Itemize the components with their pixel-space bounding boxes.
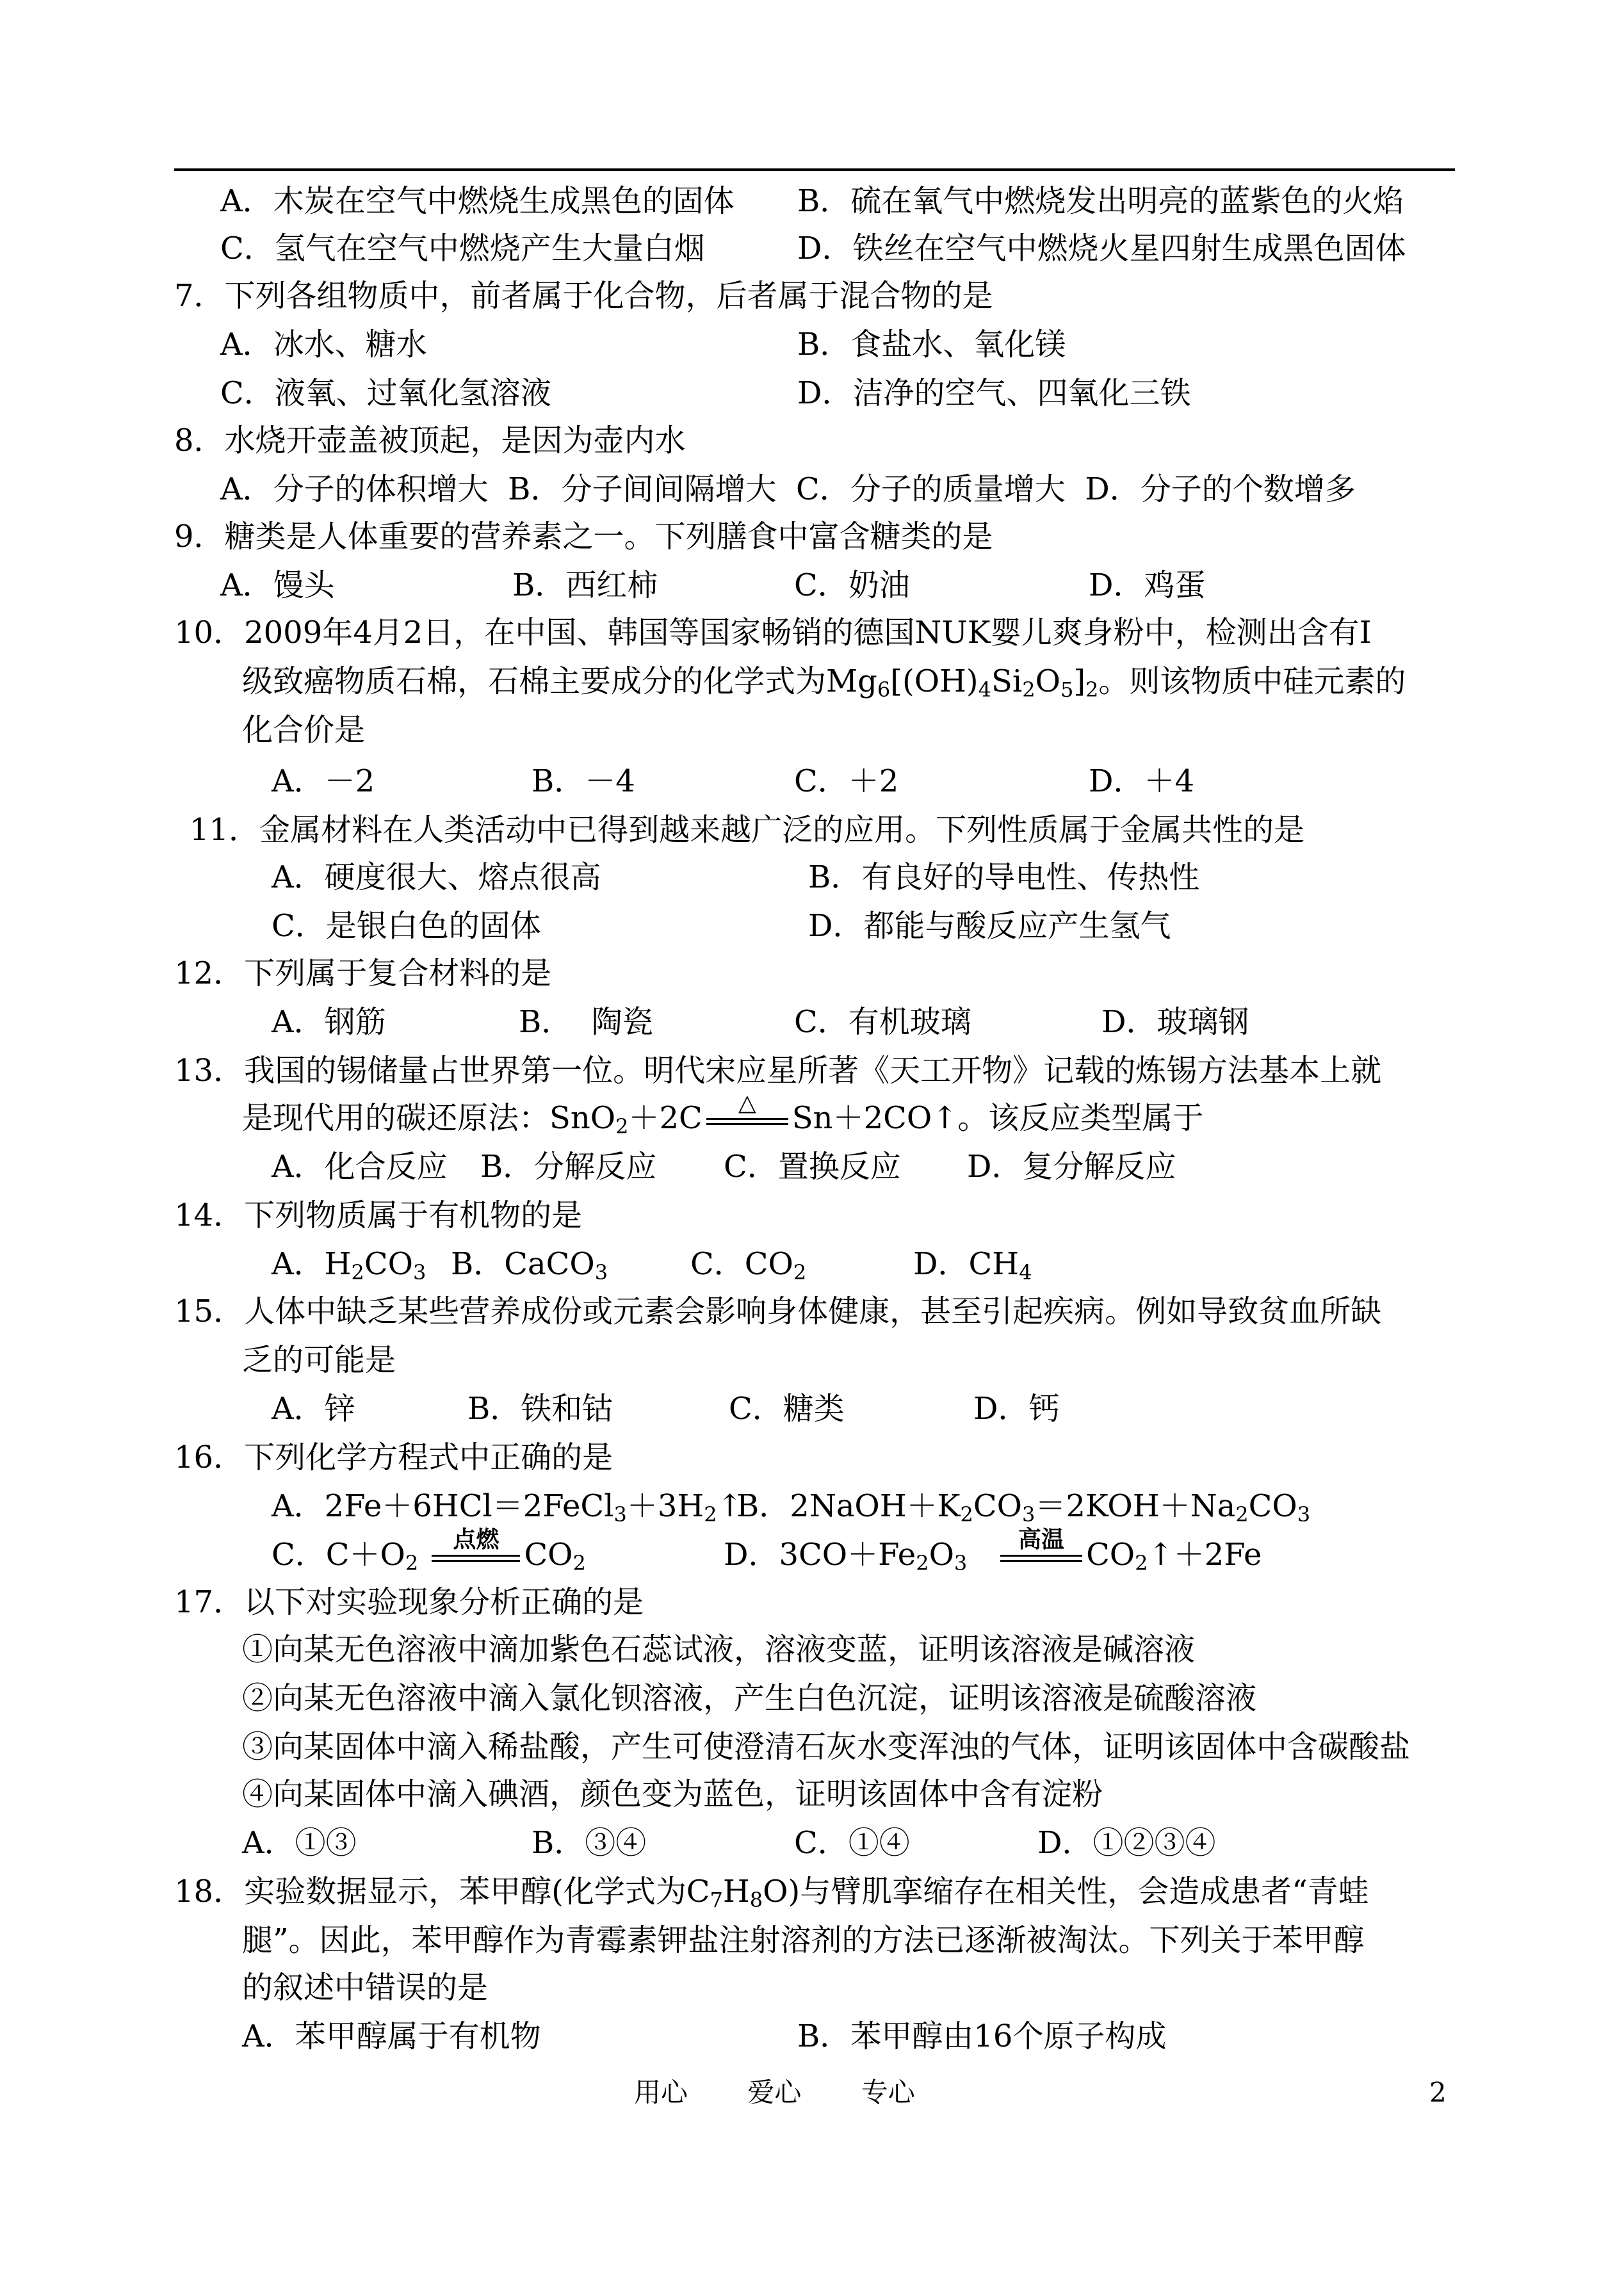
q14-text: B．CaCO xyxy=(451,1246,595,1282)
q8-stem: 8．水烧开壶盖被顶起，是因为壶内水 xyxy=(174,423,686,458)
q17-option-d: D．①②③④ xyxy=(1037,1825,1216,1861)
q12-option-b: B． 陶瓷 xyxy=(519,1004,653,1040)
q17-option-a: A．①③ xyxy=(242,1825,357,1861)
q17-option-b: B．③④ xyxy=(532,1825,647,1861)
q12-stem: 12．下列属于复合材料的是 xyxy=(174,955,552,991)
q10-line-1: 10．2009年4月2日，在中国、韩国等国家畅销的德国NUK婴儿爽身粉中，检测出含有I xyxy=(174,615,1372,651)
q16-subscript: 2 xyxy=(1135,1551,1148,1575)
q18-text: O)与臂肌挛缩存在相关性，会造成患者“青蛙 xyxy=(763,1874,1369,1910)
q12-option-a: A．钢筋 xyxy=(272,1004,386,1040)
q17-option-c: C．①④ xyxy=(794,1825,910,1861)
q16-text: CO xyxy=(1086,1537,1135,1573)
q16-text: O xyxy=(929,1537,954,1573)
q14-text: CO xyxy=(364,1246,413,1282)
q10-subscript: 2 xyxy=(1085,677,1099,702)
q13-option-b: B．分解反应 xyxy=(480,1149,657,1185)
equation-bar xyxy=(432,1560,520,1562)
q13-line-2 xyxy=(242,1089,1204,1139)
q11-option-c: C．是银白色的固体 xyxy=(272,908,541,944)
q10-text: O xyxy=(1035,663,1060,699)
q14-option-d xyxy=(913,1245,1032,1283)
q18-option-a: A．苯甲醇属于有机物 xyxy=(242,2018,541,2054)
q10-subscript: 4 xyxy=(978,677,991,702)
q16-text: B．2NaOH＋K xyxy=(736,1488,961,1524)
reaction-condition-ignite xyxy=(428,1526,524,1574)
footer-word-3: 专心 xyxy=(861,2077,915,2108)
q6-option-a: A．木炭在空气中燃烧生成黑色的固体 xyxy=(220,183,735,219)
q10-option-a: A．－2 xyxy=(272,763,375,799)
q10-option-c: C．＋2 xyxy=(794,763,899,799)
q16-option-c xyxy=(272,1526,586,1575)
q14-stem: 14．下列物质属于有机物的是 xyxy=(174,1197,583,1233)
q6-option-b: B．硫在氧气中燃烧发出明亮的蓝紫色的火焰 xyxy=(797,183,1404,219)
heat-symbol: △ xyxy=(738,1089,756,1116)
footer-word-2: 爱心 xyxy=(747,2077,802,2108)
page-footer xyxy=(634,2073,966,2112)
q14-option-b xyxy=(451,1245,608,1283)
q16-text: ↑＋2Fe xyxy=(1148,1537,1262,1573)
equation-bar xyxy=(706,1118,788,1120)
q10-line-2 xyxy=(242,662,1406,701)
reaction-condition-high-temp xyxy=(996,1526,1086,1574)
q13-text: 是现代用的碳还原法：SnO xyxy=(242,1100,616,1136)
q14-subscript: 2 xyxy=(351,1260,364,1285)
q16-subscript: 2 xyxy=(405,1551,419,1575)
q16-stem: 16．下列化学方程式中正确的是 xyxy=(174,1439,613,1475)
q16-text: ＋3H xyxy=(626,1488,704,1524)
q18-option-b: B．苯甲醇由16个原子构成 xyxy=(797,2018,1167,2054)
q7-option-a: A．冰水、糖水 xyxy=(220,327,427,362)
q15-line-1: 15．人体中缺乏某些营养成份或元素会影响身体健康，甚至引起疾病。例如导致贫血所缺 xyxy=(174,1293,1382,1329)
condition-label: 点燃 xyxy=(453,1526,499,1553)
q18-text: H xyxy=(722,1874,750,1910)
q15-option-a: A．锌 xyxy=(272,1391,355,1427)
equation-bar xyxy=(1000,1555,1082,1557)
equation-bar xyxy=(706,1123,788,1125)
page-number: 2 xyxy=(1429,2077,1447,2108)
q16-text: C．C＋O xyxy=(272,1537,405,1573)
q16-text: ＝2KOH＋Na xyxy=(1035,1488,1236,1524)
q18-text: 18．实验数据显示，苯甲醇(化学式为C xyxy=(174,1874,710,1910)
footer-word-1: 用心 xyxy=(634,2077,688,2108)
q14-subscript: 2 xyxy=(793,1260,807,1285)
condition-label: 高温 xyxy=(1018,1526,1065,1553)
q16-subscript: 3 xyxy=(1021,1502,1035,1527)
q16-subscript: 2 xyxy=(960,1502,973,1527)
q17-statement-4: ④向某固体中滴入碘酒，颜色变为蓝色，证明该固体中含有淀粉 xyxy=(242,1776,1103,1812)
q15-line-2: 乏的可能是 xyxy=(242,1342,396,1378)
q13-text: Sn＋2CO↑。该反应类型属于 xyxy=(792,1100,1204,1136)
q14-option-c xyxy=(690,1245,806,1283)
q15-option-b: B．铁和钴 xyxy=(467,1391,613,1427)
equation-bar xyxy=(1000,1560,1082,1562)
q16-subscript: 2 xyxy=(916,1551,929,1575)
q7-option-d: D．洁净的空气、四氧化三铁 xyxy=(797,375,1191,411)
q10-option-b: B．－4 xyxy=(532,763,635,799)
q15-option-d: D．钙 xyxy=(973,1391,1060,1427)
q11-stem: 11．金属材料在人类活动中已得到越来越广泛的应用。下列性质属于金属共性的是 xyxy=(190,812,1305,848)
q16-text: CO xyxy=(973,1488,1022,1524)
q14-option-a xyxy=(272,1245,426,1283)
q16-text: CO xyxy=(524,1537,573,1573)
q10-subscript: 6 xyxy=(877,677,891,702)
q16-text: D．3CO＋Fe xyxy=(724,1537,916,1573)
q10-text: Si xyxy=(991,663,1023,699)
q18-subscript: 7 xyxy=(710,1888,723,1912)
q14-subscript: 3 xyxy=(594,1260,608,1285)
q10-subscript: 5 xyxy=(1060,677,1074,702)
q10-option-d: D．＋4 xyxy=(1089,763,1195,799)
q6-option-c: C．氢气在空气中燃烧产生大量白烟 xyxy=(220,231,705,266)
q16-subscript: 3 xyxy=(954,1551,968,1575)
q13-text: ＋2C xyxy=(628,1100,702,1136)
q9-option-d: D．鸡蛋 xyxy=(1089,567,1206,603)
q13-option-c: C．置换反应 xyxy=(724,1149,901,1185)
q16-text: A．2Fe＋6HCl＝2FeCl xyxy=(272,1488,614,1524)
q17-statement-1: ①向某无色溶液中滴加紫色石蕊试液，溶液变蓝，证明该溶液是碱溶液 xyxy=(242,1632,1196,1667)
q10-text: 。则该物质中硅元素的 xyxy=(1098,663,1406,699)
reaction-condition-heat xyxy=(702,1089,792,1137)
q14-subscript: 3 xyxy=(412,1260,426,1285)
q14-text: D．CH xyxy=(913,1246,1019,1282)
q16-text: ↑ xyxy=(717,1488,743,1524)
q13-line-1: 13．我国的锡储量占世界第一位。明代宋应星所著《天工开物》记载的炼锡方法基本上就 xyxy=(174,1053,1382,1089)
q18-line-1 xyxy=(174,1872,1369,1911)
q16-option-b xyxy=(736,1487,1310,1525)
q16-subscript: 3 xyxy=(613,1502,627,1527)
q16-option-d xyxy=(724,1526,1262,1575)
q9-option-c: C．奶油 xyxy=(794,567,910,603)
q18-subscript: 8 xyxy=(749,1888,763,1912)
q13-option-d: D．复分解反应 xyxy=(967,1149,1176,1185)
q9-option-b: B．西红柿 xyxy=(512,567,658,603)
q16-text: CO xyxy=(1248,1488,1297,1524)
q13-option-a: A．化合反应 xyxy=(272,1149,448,1185)
q8-options: A．分子的体积增大 B．分子间间隔增大 C．分子的质量增大 D．分子的个数增多 xyxy=(220,471,1356,507)
q10-text: 级致癌物质石棉，石棉主要成分的化学式为Mg xyxy=(242,663,877,699)
q13-subscript: 2 xyxy=(615,1114,629,1139)
q7-stem: 7．下列各组物质中，前者属于化合物，后者属于混合物的是 xyxy=(174,278,993,314)
q11-option-a: A．硬度很大、熔点很高 xyxy=(272,859,601,895)
q14-text: A．H xyxy=(272,1246,352,1282)
q16-subscript: 3 xyxy=(1297,1502,1311,1527)
q6-option-d: D．铁丝在空气中燃烧火星四射生成黑色固体 xyxy=(797,231,1406,266)
q15-option-c: C．糖类 xyxy=(729,1391,845,1427)
q10-line-3: 化合价是 xyxy=(242,712,366,748)
q17-statement-3: ③向某固体中滴入稀盐酸，产生可使澄清石灰水变浑浊的气体，证明该固体中含碳酸盐 xyxy=(242,1729,1411,1765)
q17-statement-2: ②向某无色溶液中滴入氯化钡溶液，产生白色沉淀，证明该溶液是硫酸溶液 xyxy=(242,1680,1257,1716)
q12-option-d: D．玻璃钢 xyxy=(1101,1004,1249,1040)
q7-option-c: C．液氧、过氧化氢溶液 xyxy=(220,375,551,411)
q7-option-b: B．食盐水、氧化镁 xyxy=(797,327,1066,362)
q17-stem: 17．以下对实验现象分析正确的是 xyxy=(174,1584,644,1620)
q14-subscript: 4 xyxy=(1019,1260,1032,1285)
q9-option-a: A．馒头 xyxy=(220,567,335,603)
q16-option-a xyxy=(272,1487,743,1525)
header-rule xyxy=(174,168,1455,171)
q11-option-b: B．有良好的导电性、传热性 xyxy=(808,859,1200,895)
q16-subscript: 2 xyxy=(704,1502,717,1527)
q14-text: C．CO xyxy=(690,1246,793,1282)
q9-stem: 9．糖类是人体重要的营养素之一。下列膳食中富含糖类的是 xyxy=(174,519,993,555)
q16-subscript: 2 xyxy=(1235,1502,1249,1527)
q10-text: [(OH) xyxy=(890,663,978,699)
equation-bar xyxy=(432,1555,520,1557)
q11-option-d: D．都能与酸反应产生氢气 xyxy=(808,908,1171,944)
q18-line-2: 腿”。因此，苯甲醇作为青霉素钾盐注射溶剂的方法已逐渐被淘汰。下列关于苯甲醇 xyxy=(242,1922,1365,1958)
q16-subscript: 2 xyxy=(572,1551,586,1575)
q10-subscript: 2 xyxy=(1022,677,1035,702)
q18-line-3: 的叙述中错误的是 xyxy=(242,1970,489,2006)
q10-text: ] xyxy=(1073,663,1086,699)
q12-option-c: C．有机玻璃 xyxy=(794,1004,971,1040)
